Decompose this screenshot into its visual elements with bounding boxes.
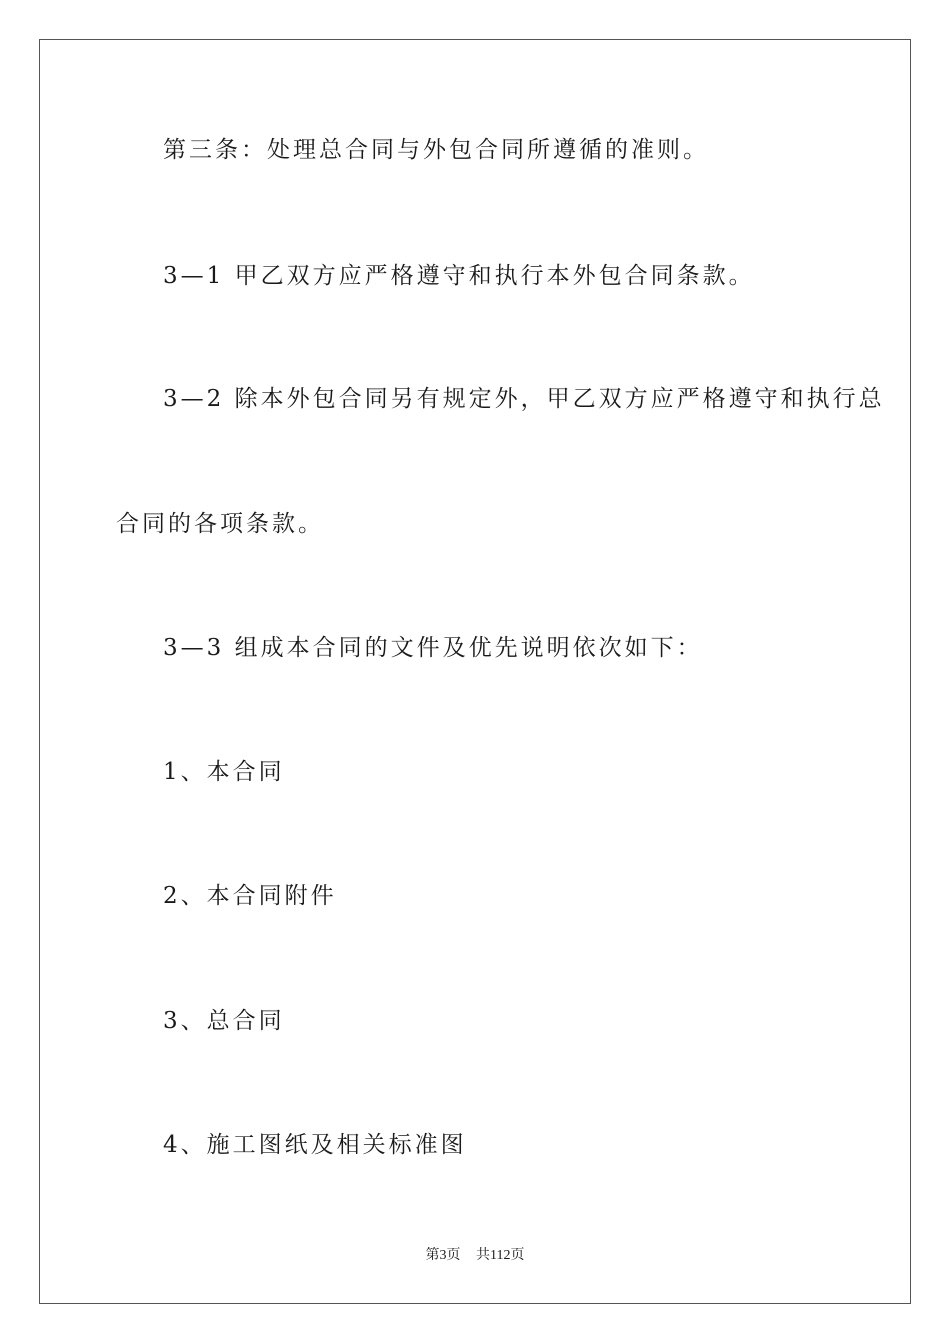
list-item-4: 4、施工图纸及相关标准图	[163, 1132, 467, 1158]
clause-3-1: 3—1 甲乙双方应严格遵守和执行本外包合同条款。	[163, 263, 755, 289]
article-3-heading: 第三条：处理总合同与外包合同所遵循的准则。	[163, 137, 709, 163]
clause-3-3: 3—3 组成本合同的文件及优先说明依次如下：	[163, 635, 703, 661]
page-footer	[0, 1246, 950, 1266]
list-item-1: 1、本合同	[163, 759, 285, 785]
list-item-3: 3、总合同	[163, 1008, 285, 1034]
clause-3-2-line-1: 3—2 除本外包合同另有规定外，甲乙双方应严格遵守和执行总	[163, 386, 885, 412]
page-total: 共112页	[476, 1248, 525, 1263]
clause-3-2-line-2: 合同的各项条款。	[116, 511, 324, 537]
page-current: 第3页	[425, 1248, 461, 1263]
list-item-2: 2、本合同附件	[163, 883, 337, 909]
page-frame	[39, 39, 911, 1304]
